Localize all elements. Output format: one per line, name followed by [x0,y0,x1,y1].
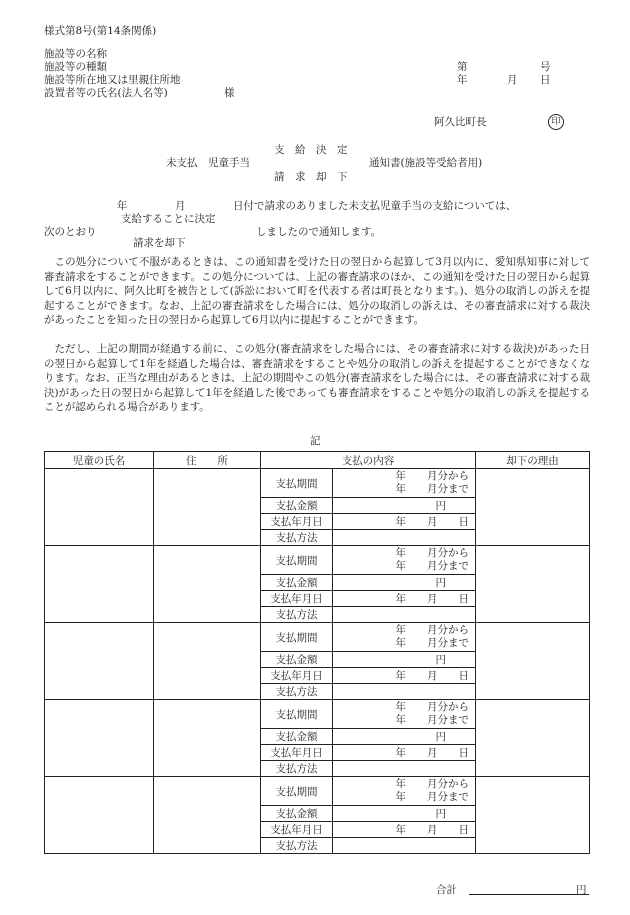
amount-label: 支払金額 [261,575,333,591]
header-child-name: 児童の氏名 [45,452,154,469]
address-cell[interactable] [154,777,261,854]
period-value[interactable] [333,546,476,575]
document-number-suffix: 号 [540,61,551,73]
total-amount-line[interactable] [469,894,589,895]
period-to: 年 月分まで [395,791,469,803]
paragraph-appeal: この処分について不服があるときは、この通知書を受けた日の翌日から起算して3月以内に、愛知県知事に対して審査請求をすることができます。この処分については、上記の審査請求のほか、この通知を受けた日の翌日から起算して6月以内に、阿久比町を被告として(訴訟において町を代表する者は町長となります。)、処分の取消しの訴えを提起することができます。なお、上記の審査請求をした場合には、処分の取消しの訴えは、その審査請求に対する裁決があったことを知った日の翌日から起算して6月以内に提起することができます。 [44,256,590,327]
period-value[interactable] [333,777,476,806]
address-cell[interactable] [154,469,261,546]
method-value[interactable] [333,530,476,546]
payment-table [44,451,590,854]
amount-value[interactable]: 円 [333,806,476,822]
period-value[interactable] [333,469,476,498]
form-number: 様式第8号(第14条関係) [44,25,157,37]
period-from: 年 月分から [395,701,469,713]
method-label: 支払方法 [261,761,333,777]
ki-heading: 記 [310,435,321,447]
period-to: 年 月分まで [395,714,469,726]
method-label: 支払方法 [261,838,333,854]
method-value[interactable] [333,838,476,854]
title-left: 未支払 児童手当 [166,157,250,169]
header-payment-details: 支払の内容 [261,452,476,469]
child-name-cell[interactable] [45,777,154,854]
period-label: 支払期間 [261,777,333,806]
child-name-cell[interactable] [45,623,154,700]
total-yen: 円 [576,884,587,896]
body-month: 月 [175,200,186,212]
facility-address-label: 施設等所在地又は里親住所地 [44,74,181,86]
issue-year-label: 年 [457,74,468,86]
document-number-prefix: 第 [457,61,468,73]
rejection-reason-cell[interactable] [476,623,590,700]
seal-icon: 印 [548,114,564,130]
table-row [45,469,590,498]
table-row [45,700,590,729]
method-value[interactable] [333,607,476,623]
body-option-pay: 支給することに決定 [121,213,216,225]
table-row [45,777,590,806]
amount-value[interactable]: 円 [333,729,476,745]
table-header-row [45,452,590,469]
rejection-reason-cell[interactable] [476,469,590,546]
method-label: 支払方法 [261,607,333,623]
period-label: 支払期間 [261,469,333,498]
period-from: 年 月分から [395,778,469,790]
body-line1: 日付で請求のありました未支払児童手当の支給については、 [233,200,517,212]
amount-value[interactable]: 円 [333,575,476,591]
period-value[interactable] [333,700,476,729]
header-rejection-reason: 却下の理由 [476,452,590,469]
method-label: 支払方法 [261,684,333,700]
period-to: 年 月分まで [395,483,469,495]
period-from: 年 月分から [395,547,469,559]
facility-name-label: 施設等の名称 [44,48,107,60]
date-value[interactable]: 年 月 日 [333,668,476,684]
amount-value[interactable]: 円 [333,498,476,514]
date-label: 支払年月日 [261,514,333,530]
rejection-reason-cell[interactable] [476,777,590,854]
amount-label: 支払金額 [261,729,333,745]
method-label: 支払方法 [261,530,333,546]
body-prefix: 次のとおり [44,226,97,238]
method-value[interactable] [333,761,476,777]
amount-label: 支払金額 [261,652,333,668]
issue-month-label: 月 [507,74,518,86]
period-to: 年 月分まで [395,560,469,572]
rejection-reason-cell[interactable] [476,700,590,777]
date-label: 支払年月日 [261,591,333,607]
address-cell[interactable] [154,546,261,623]
address-cell[interactable] [154,623,261,700]
founder-name-label: 設置者等の氏名(法人名等) [44,87,168,99]
title-option-reject: 請 求 却 下 [274,171,348,183]
table-row [45,546,590,575]
date-label: 支払年月日 [261,745,333,761]
facility-type-label: 施設等の種類 [44,61,107,73]
title-right: 通知書(施設等受給者用) [369,157,483,169]
header-address: 住 所 [154,452,261,469]
amount-value[interactable]: 円 [333,652,476,668]
amount-label: 支払金額 [261,498,333,514]
issuer-name: 阿久比町長 [434,116,487,128]
child-name-cell[interactable] [45,469,154,546]
date-label: 支払年月日 [261,822,333,838]
amount-label: 支払金額 [261,806,333,822]
child-name-cell[interactable] [45,546,154,623]
body-year: 年 [117,200,128,212]
issue-day-label: 日 [540,74,551,86]
period-to: 年 月分まで [395,637,469,649]
period-from: 年 月分から [395,624,469,636]
method-value[interactable] [333,684,476,700]
period-label: 支払期間 [261,700,333,729]
body-suffix: しましたので通知します。 [256,226,382,238]
period-label: 支払期間 [261,623,333,652]
period-value[interactable] [333,623,476,652]
title-option-decision: 支 給 決 定 [274,144,348,156]
date-value[interactable]: 年 月 日 [333,745,476,761]
period-from: 年 月分から [395,470,469,482]
honorific: 様 [224,87,235,99]
rejection-reason-cell[interactable] [476,546,590,623]
address-cell[interactable] [154,700,261,777]
date-label: 支払年月日 [261,668,333,684]
date-value[interactable]: 年 月 日 [333,591,476,607]
child-name-cell[interactable] [45,700,154,777]
body-option-reject: 請求を却下 [133,237,186,249]
paragraph-limitation: ただし、上記の期間が経過する前に、この処分(審査請求をした場合には、その審査請求に対する裁決)があった日の翌日から起算して1年を経過した場合は、審査請求をすることや処分の取消しの訴えを提起することができなくなります。なお、正当な理由があるときは、上記の期間やこの処分(審査請求をした場合には、その審査請求に対する裁決)があった日の翌日から起算して1年を経過した後であっても審査請求をすることや処分の取消しの訴えを提起することが認められる場合があります。 [44,343,590,414]
table-row [45,623,590,652]
period-label: 支払期間 [261,546,333,575]
total-label: 合計 [436,884,457,896]
date-value[interactable]: 年 月 日 [333,514,476,530]
date-value[interactable]: 年 月 日 [333,822,476,838]
